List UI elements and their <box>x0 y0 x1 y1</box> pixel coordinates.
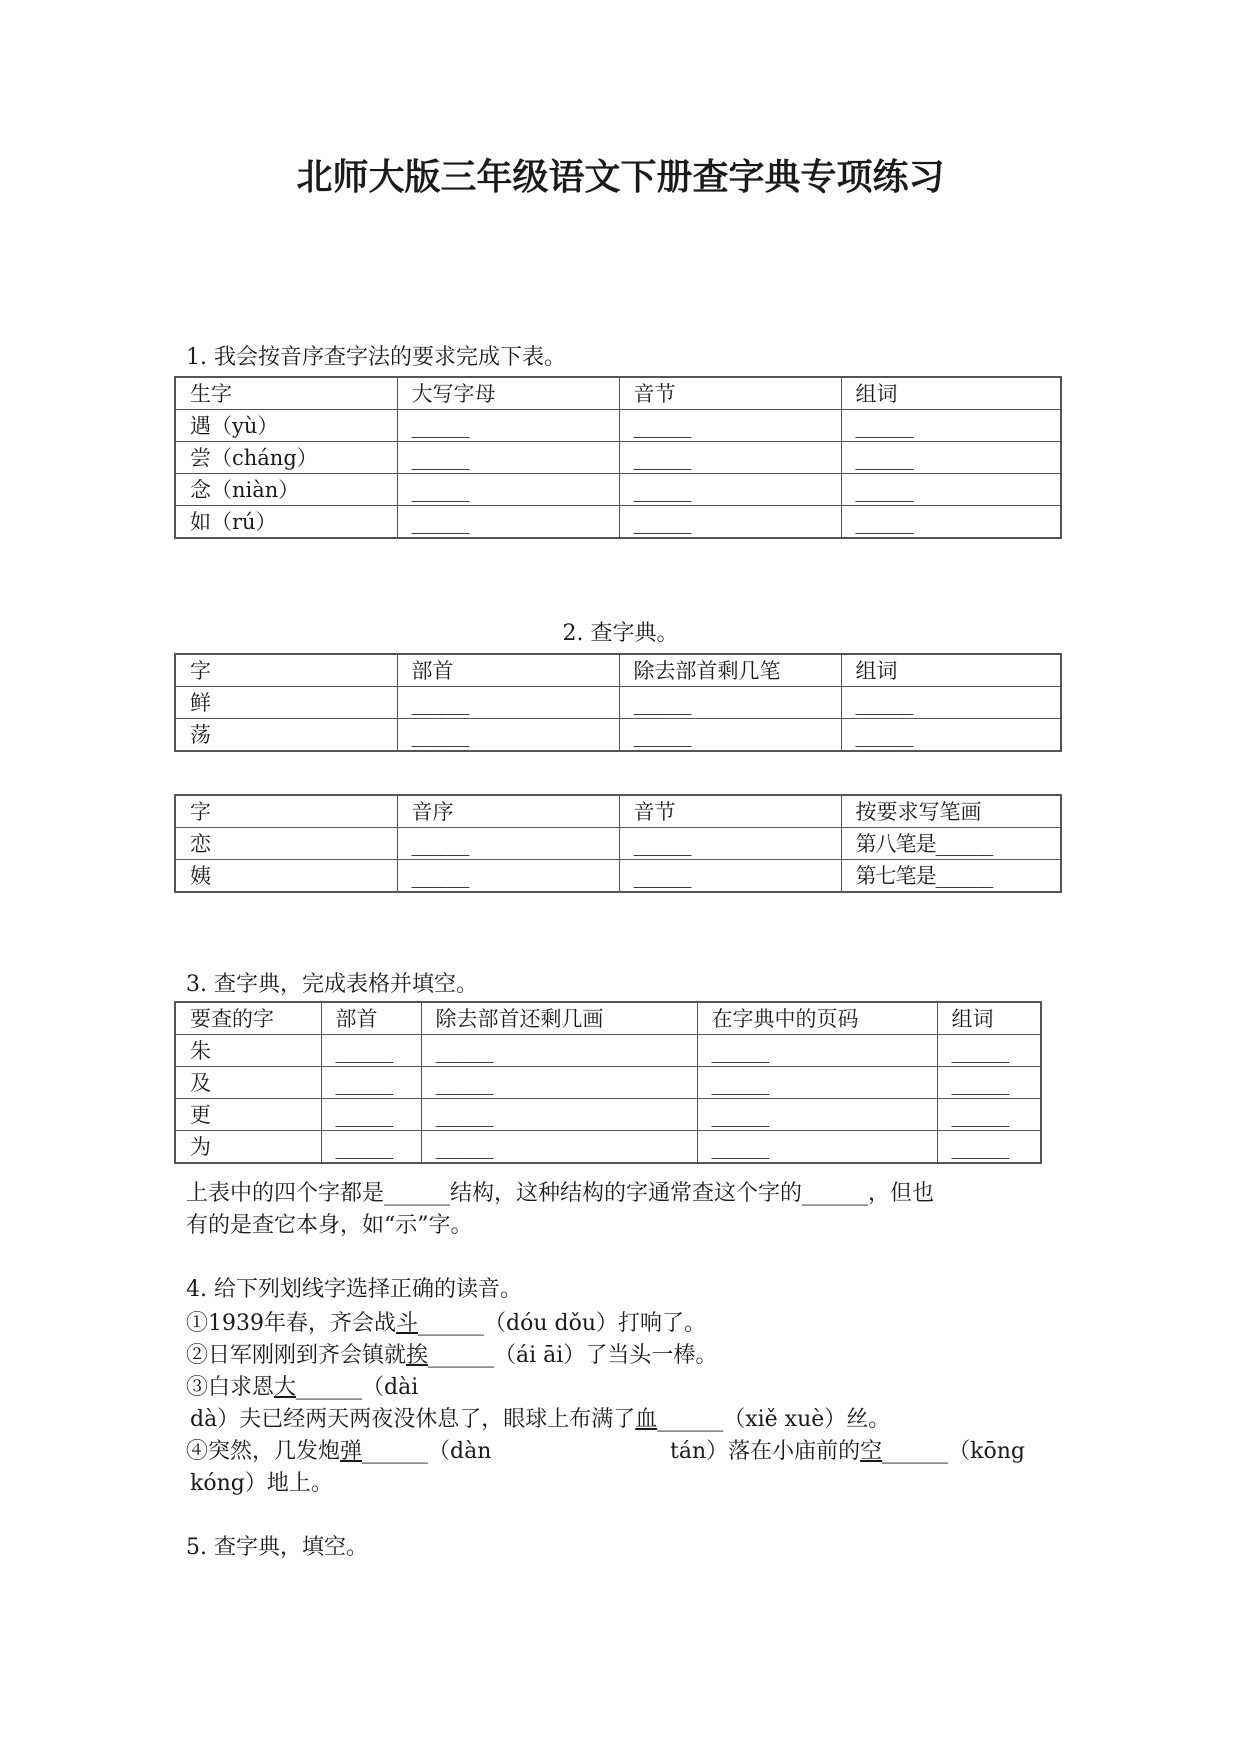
q2b-header-cell: 字 <box>175 795 397 828</box>
underlined-character: 血 <box>635 1407 658 1432</box>
table-row <box>175 442 1061 474</box>
answer-blank[interactable]: ______ <box>937 1099 1041 1131</box>
underlined-character: 弹 <box>340 1439 363 1464</box>
q3-header-cell: 除去部首还剩几画 <box>421 1002 697 1035</box>
q4-item-3-continued <box>190 1404 890 1436</box>
answer-blank[interactable]: ______ <box>697 1099 937 1131</box>
q3-note-line2: 有的是查它本身，如“示”字。 <box>186 1213 473 1238</box>
answer-blank[interactable]: ______ <box>321 1131 421 1164</box>
answer-blank[interactable]: ______ <box>619 860 841 893</box>
underlined-character: 空 <box>860 1439 883 1464</box>
table-row <box>175 687 1061 719</box>
q4-item-4-text: ④突然，几发炮 <box>186 1439 341 1464</box>
answer-blank[interactable]: ______ <box>619 442 841 474</box>
table-row <box>175 506 1061 539</box>
q2b-header-cell: 按要求写笔画 <box>841 795 1061 828</box>
q4-item-3-text: ③白求恩 <box>186 1375 275 1400</box>
answer-blank[interactable]: ______ <box>397 719 619 752</box>
stroke-answer-cell[interactable]: 第八笔是______ <box>841 828 1061 860</box>
q3-header-row <box>175 1002 1041 1035</box>
answer-blank[interactable]: ______ <box>421 1131 697 1164</box>
q4-item-4 <box>186 1436 491 1468</box>
q4-item-2-text: ②日军刚刚到齐会镇就 <box>186 1343 407 1368</box>
answer-blank[interactable]: ______ <box>841 410 1061 442</box>
answer-blank[interactable]: ______ <box>619 410 841 442</box>
answer-blank[interactable]: ______ <box>841 687 1061 719</box>
q1-header-cell: 生字 <box>175 377 397 410</box>
q2b-header-row <box>175 795 1061 828</box>
answer-blank[interactable]: ______ <box>397 474 619 506</box>
answer-blank[interactable]: ______ <box>321 1099 421 1131</box>
q1-header-cell: 大写字母 <box>397 377 619 410</box>
answer-blank[interactable]: ______ <box>619 474 841 506</box>
answer-blank[interactable]: ______ <box>619 506 841 539</box>
answer-blank[interactable]: ______ <box>697 1035 937 1067</box>
table-row <box>175 1067 1041 1099</box>
q2a-header-cell: 部首 <box>397 654 619 687</box>
character-cell: 为 <box>175 1131 321 1164</box>
q4-item-1-text: ①1939年春，齐会战 <box>186 1311 396 1336</box>
answer-blank[interactable]: ______ <box>397 442 619 474</box>
character-cell: 念（niàn） <box>175 474 397 506</box>
page-title: 北师大版三年级语文下册查字典专项练习 <box>296 157 945 198</box>
q4-item-3 <box>186 1372 418 1404</box>
q2a-header-cell: 组词 <box>841 654 1061 687</box>
answer-blank[interactable]: ______ <box>937 1035 1041 1067</box>
q4-item-3-options[interactable]: ______（dài <box>296 1375 419 1400</box>
answer-blank[interactable]: ______ <box>619 828 841 860</box>
q3-heading: 3. 查字典，完成表格并填空。 <box>186 972 478 997</box>
character-cell: 荡 <box>175 719 397 752</box>
q2-heading: 2. 查字典。 <box>562 621 679 646</box>
table-row <box>175 719 1061 752</box>
q4-item-4-continued: kóng）地上。 <box>190 1471 333 1496</box>
underlined-character: 挨 <box>406 1343 429 1368</box>
q4-heading: 4. 给下列划线字选择正确的读音。 <box>186 1277 522 1302</box>
q4-item-2 <box>186 1340 717 1372</box>
table-row <box>175 828 1061 860</box>
q4-item-3-text: dà）夫已经两天两夜没休息了，眼球上布满了 <box>190 1407 636 1432</box>
q1-header-row <box>175 377 1061 410</box>
q3-note-line1: 上表中的四个字都是______结构，这种结构的字通常查这个字的______，但也 <box>186 1181 935 1206</box>
table-row <box>175 1131 1041 1164</box>
character-cell: 姨 <box>175 860 397 893</box>
answer-blank[interactable]: ______ <box>397 506 619 539</box>
answer-blank[interactable]: ______ <box>619 687 841 719</box>
q4-item-1 <box>186 1308 706 1340</box>
answer-blank[interactable]: ______ <box>937 1131 1041 1164</box>
character-cell: 恋 <box>175 828 397 860</box>
answer-blank[interactable]: ______ <box>421 1067 697 1099</box>
q2b-header-cell: 音节 <box>619 795 841 828</box>
q2a-header-cell: 除去部首剩几笔 <box>619 654 841 687</box>
q4-item-4-options[interactable]: ______（kōng <box>882 1439 1025 1464</box>
answer-blank[interactable]: ______ <box>697 1131 937 1164</box>
q4-item-4-text: tán）落在小庙前的 <box>670 1439 861 1464</box>
table-row <box>175 1035 1041 1067</box>
answer-blank[interactable]: ______ <box>421 1035 697 1067</box>
answer-blank[interactable]: ______ <box>321 1035 421 1067</box>
answer-blank[interactable]: ______ <box>619 719 841 752</box>
q3-header-cell: 要查的字 <box>175 1002 321 1035</box>
q3-header-cell: 在字典中的页码 <box>697 1002 937 1035</box>
q3-header-cell: 组词 <box>937 1002 1041 1035</box>
stroke-answer-cell[interactable]: 第七笔是______ <box>841 860 1061 893</box>
answer-blank[interactable]: ______ <box>397 860 619 893</box>
character-cell: 更 <box>175 1099 321 1131</box>
answer-blank[interactable]: ______ <box>397 687 619 719</box>
q1-header-cell: 组词 <box>841 377 1061 410</box>
q4-item-4-part2 <box>670 1436 1025 1468</box>
q1-header-cell: 音节 <box>619 377 841 410</box>
answer-blank[interactable]: ______ <box>841 442 1061 474</box>
answer-blank[interactable]: ______ <box>397 828 619 860</box>
character-cell: 尝（cháng） <box>175 442 397 474</box>
answer-blank[interactable]: ______ <box>841 506 1061 539</box>
character-cell: 遇（yù） <box>175 410 397 442</box>
q4-item-1-options[interactable]: ______（dóu dǒu）打响了。 <box>418 1311 707 1336</box>
q1-heading: 1. 我会按音序查字法的要求完成下表。 <box>186 345 566 370</box>
answer-blank[interactable]: ______ <box>841 719 1061 752</box>
answer-blank[interactable]: ______ <box>321 1067 421 1099</box>
q3-table <box>174 1001 1042 1164</box>
table-row <box>175 474 1061 506</box>
q4-item-2-options[interactable]: ______（ái āi）了当头一棒。 <box>428 1343 718 1368</box>
q4-item-3-options[interactable]: ______（xiě xuè）丝。 <box>657 1407 891 1432</box>
q2a-header-row <box>175 654 1061 687</box>
q1-table <box>174 376 1062 539</box>
q3-header-cell: 部首 <box>321 1002 421 1035</box>
q5-heading: 5. 查字典，填空。 <box>186 1535 368 1560</box>
answer-blank[interactable]: ______ <box>697 1067 937 1099</box>
answer-blank[interactable]: ______ <box>841 474 1061 506</box>
q2a-header-cell: 字 <box>175 654 397 687</box>
character-cell: 及 <box>175 1067 321 1099</box>
character-cell: 鲜 <box>175 687 397 719</box>
underlined-character: 大 <box>274 1375 297 1400</box>
answer-blank[interactable]: ______ <box>421 1099 697 1131</box>
q2-table-a <box>174 653 1062 752</box>
character-cell: 朱 <box>175 1035 321 1067</box>
q2-table-b <box>174 794 1062 893</box>
table-row <box>175 860 1061 893</box>
table-row <box>175 1099 1041 1131</box>
q4-item-4-options[interactable]: ______（dàn <box>362 1439 492 1464</box>
table-row <box>175 410 1061 442</box>
answer-blank[interactable]: ______ <box>397 410 619 442</box>
underlined-character: 斗 <box>396 1311 419 1336</box>
q2b-header-cell: 音序 <box>397 795 619 828</box>
character-cell: 如（rú） <box>175 506 397 539</box>
answer-blank[interactable]: ______ <box>937 1067 1041 1099</box>
